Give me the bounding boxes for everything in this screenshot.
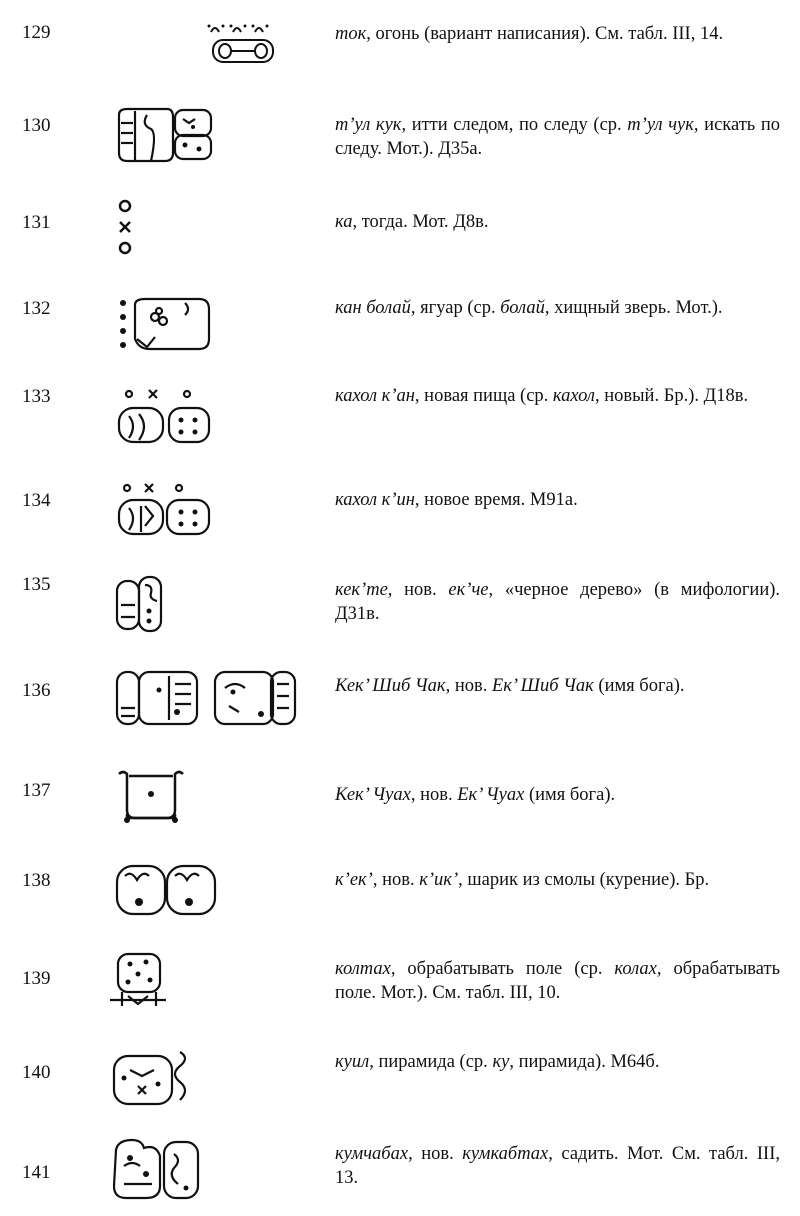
maya-glyph-image [115,860,325,940]
entry-number: 130 [22,115,51,136]
entry-number: 134 [22,490,51,511]
entry-description [335,783,780,807]
part: , «черное дерево» (в мифологии). Д31в. [335,580,781,624]
entry-description [335,578,780,626]
entry-number: 129 [22,22,51,43]
part: ку [492,1052,510,1072]
entry-description [335,868,780,892]
entry-description [335,296,780,320]
entry-description [335,210,780,234]
part: т’ул кук [335,115,402,135]
part: , нов. [387,580,449,600]
part: , пирамида). М64б. [509,1052,660,1072]
part: , искать по следу. Мот.). Д35а. [335,115,781,159]
maya-glyph-image [115,480,325,560]
entry-number: 136 [22,680,51,701]
maya-glyph-image [110,1048,320,1128]
part: , нов. [410,785,458,805]
entry-description [335,1050,780,1074]
part: кумкабтах [462,1144,549,1164]
entry-number: 137 [22,780,51,801]
entry-number: 140 [22,1062,51,1083]
part: кумчабах [335,1144,409,1164]
part: , обрабатывать поле. Мот.). См. табл. III, 10. [335,959,781,1003]
entry-description [335,1142,780,1190]
part: , садить. Мот. См. табл. III, 13. [335,1144,780,1188]
part: куил [335,1052,370,1072]
maya-glyph-image [115,575,325,655]
part: , пирамида (ср. [369,1052,493,1072]
part: (имя бога). [524,785,616,805]
entry-description [335,113,780,161]
part: колтах [335,959,391,979]
part: , шарик из смолы (курение). Бр. [458,870,710,890]
entry-number: 131 [22,212,51,233]
maya-glyph-image [115,768,325,848]
entry-description [335,384,780,408]
maya-glyph-image [115,295,325,375]
part: кек’те [335,580,388,600]
part: кахол к’ан [335,386,415,406]
part: , нов. [372,870,420,890]
part: , нов. [445,676,492,696]
part: , ягуар (ср. [410,298,501,318]
entry-number: 132 [22,298,51,319]
entry-number: 135 [22,574,51,595]
part: кахол к’ин [335,490,415,510]
maya-glyph-image [115,105,325,185]
part: ток [335,24,367,44]
part: , огонь (вариант написания). См. табл. III, 14. [366,24,724,44]
part: Кек’ Чуах [335,785,411,805]
maya-glyph-image [110,1136,320,1216]
maya-glyph-image [115,198,325,278]
part: , новая пища (ср. [414,386,553,406]
part: , нов. [408,1144,463,1164]
part: Ек’ Шиб Чак [491,676,594,696]
entry-number: 139 [22,968,51,989]
part: кан болай [335,298,411,318]
part: кахол [552,386,595,406]
entry-description [335,22,780,46]
entry-number: 133 [22,386,51,407]
part: к’ек’ [335,870,373,890]
part: , новый. Бр.). Д18в. [594,386,749,406]
part: (имя бога). [593,676,685,696]
part: , новое время. М91а. [414,490,578,510]
part: , итти следом, по следу (ср. [401,115,628,135]
part: т’ул чук [627,115,694,135]
maya-glyph-image [108,950,318,1030]
part: ка [335,212,353,232]
maya-glyph-image [115,386,325,466]
part: , обрабатывать поле (ср. [390,959,615,979]
part: Ек’ Чуах [457,785,525,805]
part: колах [614,959,657,979]
part: Кек’ Шиб Чак [335,676,446,696]
entry-description [335,957,780,1005]
entry-number: 138 [22,870,51,891]
entry-number: 141 [22,1162,51,1183]
part: , хищный зверь. Мот.). [544,298,723,318]
maya-glyph-image [115,668,325,748]
part: , тогда. Мот. Д8в. [352,212,489,232]
entry-description [335,674,780,698]
part: к’ик’ [419,870,459,890]
part: ек’че [448,580,489,600]
part: болай [500,298,545,318]
entry-description [335,488,780,512]
